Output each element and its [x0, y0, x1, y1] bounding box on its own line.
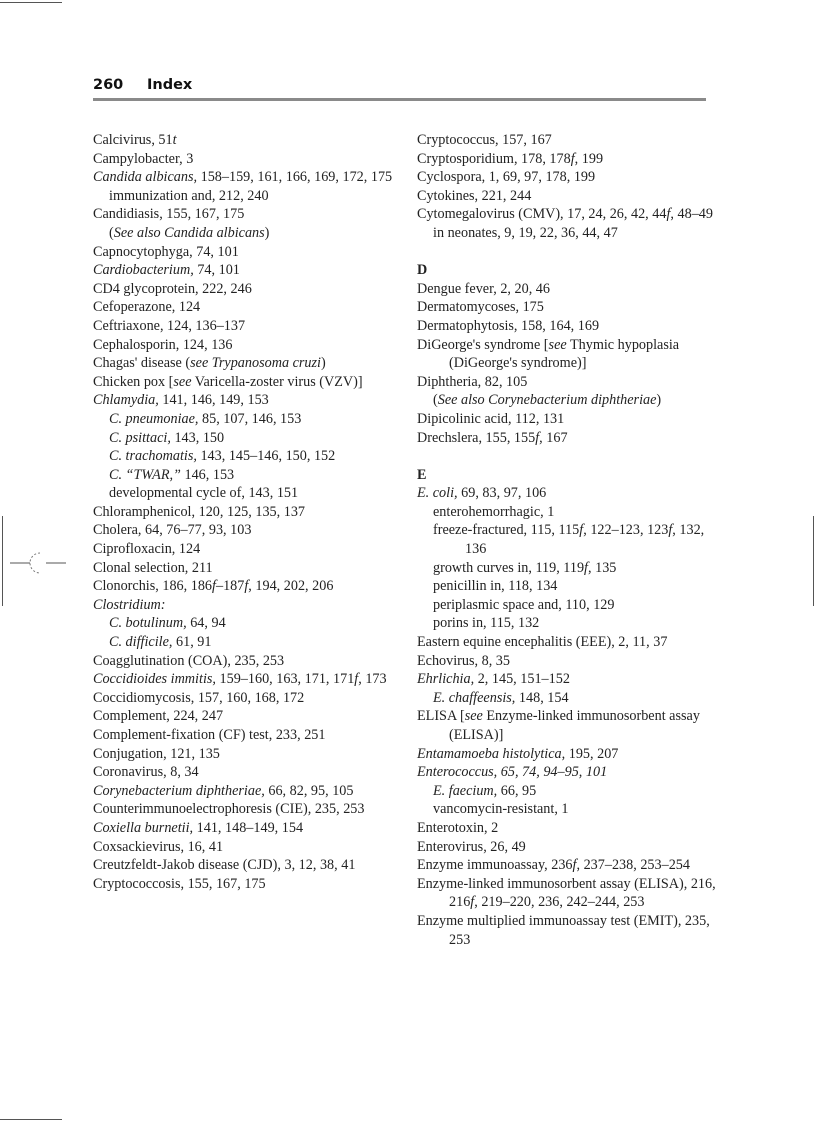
- entry-text: ): [320, 355, 326, 372]
- entry-text: , 167: [539, 429, 568, 446]
- entry-text: 141, 146, 149, 153: [158, 392, 269, 409]
- index-entry: [93, 261, 393, 280]
- entry-text: Drechslera, 155, 155: [417, 429, 536, 446]
- entry-text: Dengue fever, 2, 20, 46: [417, 280, 550, 297]
- entry-text: Clonal selection, 211: [93, 559, 213, 576]
- entry-text: C. pneumoniae,: [109, 410, 199, 427]
- entry-text: Cardiobacterium,: [93, 262, 194, 279]
- index-entry: [417, 205, 717, 224]
- entry-text: Dermatomycoses, 175: [417, 299, 544, 316]
- index-entry: [417, 280, 717, 299]
- index-subentry: [93, 224, 393, 243]
- entry-text: –187: [215, 578, 245, 595]
- crop-mark-bottom-left: [0, 1119, 62, 1120]
- index-entry: [93, 503, 393, 522]
- entry-text: f: [212, 578, 216, 595]
- entry-text: C. difficile,: [109, 634, 173, 651]
- index-subentry: [93, 429, 393, 448]
- entry-text: Enzyme-linked immunosorbent assay (ELISA)]: [449, 708, 700, 743]
- entry-text: see: [548, 336, 567, 353]
- entry-text: Enzyme multiplied immunoassay test (EMIT), 235, 253: [417, 912, 710, 948]
- entry-text: Enzyme-linked immunosorbent assay (ELISA), 216, 216: [417, 875, 716, 911]
- index-subentry: [417, 614, 717, 633]
- entry-text: periplasmic space and, 110, 129: [433, 596, 615, 613]
- index-entry: [417, 187, 717, 206]
- index-entry: [417, 745, 717, 764]
- entry-text: C. “TWAR,”: [109, 466, 181, 483]
- entry-text: 143, 150: [170, 429, 225, 446]
- entry-text: Coronavirus, 8, 34: [93, 764, 199, 781]
- entry-text: 158–159, 161, 166, 169, 172, 175: [197, 169, 393, 186]
- index-entry: [93, 596, 393, 615]
- entry-text: f: [354, 671, 359, 688]
- entry-text: Enterococcus, 65, 74, 94–95, 101: [417, 764, 608, 781]
- index-entry: [93, 800, 393, 819]
- entry-text: DiGeorge's syndrome [: [417, 336, 549, 353]
- entry-text: vancomycin-resistant, 1: [433, 801, 569, 818]
- index-subentry: [93, 187, 393, 206]
- index-entry: [93, 782, 393, 801]
- entry-text: Chlamydia,: [93, 392, 159, 409]
- entry-text: Complement-fixation (CF) test, 233, 251: [93, 727, 326, 743]
- index-entry: [93, 336, 393, 355]
- entry-text: Eastern equine encephalitis (EEE), 2, 11, 37: [417, 634, 668, 651]
- index-subentry: [417, 689, 717, 708]
- entry-text: Entamamoeba histolytica,: [417, 745, 566, 762]
- index-entry: [417, 484, 717, 503]
- entry-text: Coxsackievirus, 16, 41: [93, 838, 224, 855]
- entry-text: growth curves in, 119, 119: [433, 559, 585, 576]
- index-entry: [93, 131, 393, 150]
- entry-text: see: [173, 373, 192, 390]
- crop-mark-top-left: [0, 2, 62, 3]
- entry-text: Enterovirus, 26, 49: [417, 838, 526, 855]
- entry-text: , 122–123, 123: [583, 522, 669, 539]
- entry-text: , 48–49: [670, 206, 713, 223]
- entry-text: Cryptococcus, 157, 167: [417, 132, 552, 148]
- index-subentry: [417, 559, 717, 578]
- index-entry: [417, 819, 717, 838]
- entry-text: E: [417, 466, 427, 483]
- entry-text: D: [417, 262, 428, 279]
- index-entry: [417, 298, 717, 317]
- entry-text: Complement, 224, 247: [93, 708, 224, 725]
- entry-text: (: [433, 392, 438, 409]
- index-entry: [417, 429, 717, 448]
- entry-text: 2, 145, 151–152: [474, 671, 570, 688]
- entry-text: Coccidiomycosis, 157, 160, 168, 172: [93, 689, 305, 706]
- index-entry: [93, 689, 393, 708]
- entry-text: Dermatophytosis, 158, 164, 169: [417, 317, 600, 334]
- entry-text: Coccidioides immitis,: [93, 671, 216, 688]
- entry-text: , 237–238, 253–254: [576, 857, 690, 874]
- entry-text: 143, 145–146, 150, 152: [196, 448, 336, 465]
- entry-text: Chagas' disease (: [93, 355, 191, 372]
- index-entry: [93, 280, 393, 299]
- entry-text: 66, 82, 95, 105: [264, 782, 354, 799]
- entry-text: 159–160, 163, 171, 171: [215, 671, 355, 688]
- entry-text: ELISA [: [417, 708, 465, 725]
- entry-text: Cytomegalovirus (CMV), 17, 24, 26, 42, 44: [417, 206, 667, 223]
- entry-text: Echovirus, 8, 35: [417, 652, 510, 669]
- entry-text: f: [666, 206, 671, 223]
- entry-text: ): [264, 224, 270, 241]
- entry-text: Ehrlichia,: [417, 671, 475, 688]
- page-number: 260: [93, 77, 124, 93]
- entry-text: Enzyme immunoassay, 236: [417, 857, 573, 874]
- entry-text: enterohemorrhagic, 1: [433, 503, 555, 520]
- entry-text: Cephalosporin, 124, 136: [93, 336, 233, 353]
- entry-text: 146, 153: [180, 466, 235, 483]
- entry-text: Coxiella burnetii,: [93, 819, 194, 836]
- running-header: [93, 77, 706, 93]
- index-entry: [93, 763, 393, 782]
- entry-text: f: [570, 150, 575, 167]
- index-entry: [93, 168, 393, 187]
- index-entry: [93, 559, 393, 578]
- entry-text: 74, 101: [193, 262, 240, 279]
- entry-text: Ciprofloxacin, 124: [93, 541, 201, 558]
- entry-text: See also Corynebacterium diphtheriae: [437, 392, 657, 409]
- index-subentry: [417, 391, 717, 410]
- index-entry: [93, 819, 393, 838]
- entry-text: Cyclospora, 1, 69, 97, 178, 199: [417, 169, 596, 186]
- index-subentry: [417, 596, 717, 615]
- entry-text: Candidiasis, 155, 167, 175: [93, 206, 245, 223]
- entry-text: freeze-fractured, 115, 115: [433, 522, 580, 539]
- entry-text: Dipicolinic acid, 112, 131: [417, 410, 565, 427]
- header-rule: [93, 98, 706, 101]
- index-subentry: [93, 466, 393, 485]
- index-entry: [93, 540, 393, 559]
- index-entry: [417, 373, 717, 392]
- entry-text: 85, 107, 146, 153: [198, 410, 302, 427]
- index-subentry: [93, 410, 393, 429]
- entry-text: Thymic hypoplasia (DiGeorge's syndrome)]: [449, 336, 680, 372]
- entry-text: , 199: [574, 150, 604, 167]
- index-entry: [93, 243, 393, 262]
- entry-text: f: [244, 578, 249, 595]
- index-entry: [417, 856, 717, 875]
- index-subentry: [93, 447, 393, 466]
- index-subentry: [417, 800, 717, 819]
- entry-text: Cryptosporidium, 178, 178: [417, 150, 571, 167]
- entry-text: C. psittaci,: [109, 429, 171, 446]
- entry-text: ): [656, 392, 662, 409]
- index-subentry: [93, 633, 393, 652]
- index-entry: [93, 707, 393, 726]
- index-entry: [93, 317, 393, 336]
- entry-text: in neonates, 9, 19, 22, 36, 44, 47: [433, 224, 618, 241]
- index-entry: [93, 373, 393, 392]
- entry-text: f: [572, 857, 577, 874]
- index-entry: [417, 670, 717, 689]
- entry-text: , 219–220, 236, 242–244, 253: [474, 894, 645, 911]
- section-title: Index: [147, 77, 193, 93]
- index-entry: [93, 875, 393, 894]
- index-entry: [417, 633, 717, 652]
- index-entry: [417, 410, 717, 429]
- index-subentry: [417, 224, 717, 243]
- index-entry: [417, 875, 717, 912]
- index-entry: [417, 150, 717, 169]
- entry-text: Chloramphenicol, 120, 125, 135, 137: [93, 503, 306, 520]
- index-entry: [417, 168, 717, 187]
- entry-text: Counterimmunoelectrophoresis (CIE), 235, 253: [93, 801, 365, 818]
- registration-mark-icon: [10, 546, 66, 580]
- entry-text: Coagglutination (COA), 235, 253: [93, 652, 285, 669]
- entry-text: See also Candida albicans: [113, 224, 265, 241]
- index-entry: [93, 652, 393, 671]
- index-entry: [93, 150, 393, 169]
- index-entry: [93, 298, 393, 317]
- index-entry: [417, 707, 717, 744]
- index-entry: [417, 317, 717, 336]
- entry-text: f: [584, 559, 588, 576]
- index-entry: [417, 838, 717, 857]
- entry-text: Diphtheria, 82, 105: [417, 373, 528, 390]
- entry-text: Calcivirus, 51: [93, 132, 173, 148]
- entry-text: see Trypanosoma cruzi: [190, 355, 321, 372]
- entry-text: Conjugation, 121, 135: [93, 745, 220, 762]
- index-entry: [417, 763, 717, 782]
- entry-text: Candida albicans,: [93, 169, 198, 186]
- entry-text: Cholera, 64, 76–77, 93, 103: [93, 522, 252, 539]
- index-entry: [93, 205, 393, 224]
- entry-text: , 132, 136: [465, 522, 705, 558]
- entry-text: 148, 154: [515, 689, 569, 706]
- index-subentry: [417, 503, 717, 522]
- entry-text: Corynebacterium diphtheriae,: [93, 782, 265, 799]
- index-entry: [417, 336, 717, 373]
- index-entry: [417, 131, 717, 150]
- index-subentry: [93, 614, 393, 633]
- index-entry: [93, 726, 393, 745]
- index-subentry: [417, 782, 717, 801]
- crop-mark-left-middle: [2, 516, 3, 606]
- entry-text: developmental cycle of, 143, 151: [109, 485, 299, 502]
- index-subentry: [417, 577, 717, 596]
- entry-text: E. faecium,: [433, 782, 498, 799]
- entry-text: Campylobacter, 3: [93, 150, 194, 167]
- entry-text: Clostridium:: [93, 596, 166, 613]
- entry-text: f: [668, 522, 673, 539]
- index-column-left: [93, 131, 393, 893]
- index-entry: [93, 577, 393, 596]
- entry-text: Capnocytophyga, 74, 101: [93, 243, 239, 260]
- entry-text: Clonorchis, 186, 186: [93, 578, 213, 595]
- entry-text: CD4 glycoprotein, 222, 246: [93, 280, 252, 297]
- entry-text: immunization and, 212, 240: [109, 187, 269, 204]
- index-entry: [93, 670, 393, 689]
- entry-text: f: [470, 894, 475, 911]
- entry-text: E. coli,: [417, 485, 458, 502]
- entry-text: Ceftriaxone, 124, 136–137: [93, 317, 246, 334]
- entry-text: 141, 148–149, 154: [193, 819, 304, 836]
- entry-text: 61, 91: [172, 634, 212, 651]
- entry-text: see: [464, 708, 483, 725]
- index-entry: [93, 745, 393, 764]
- index-entry: [93, 354, 393, 373]
- index-letter-heading: [417, 466, 717, 485]
- index-column-right: [417, 131, 717, 949]
- entry-text: , 194, 202, 206: [248, 578, 334, 595]
- entry-text: penicillin in, 118, 134: [433, 578, 558, 595]
- index-entry: [93, 521, 393, 540]
- entry-text: E. chaffeensis,: [433, 689, 516, 706]
- entry-text: Varicella-zoster virus (VZV)]: [191, 373, 363, 390]
- index-entry: [93, 391, 393, 410]
- entry-text: 195, 207: [565, 745, 619, 762]
- entry-text: t: [172, 132, 177, 148]
- entry-text: 64, 94: [186, 615, 226, 632]
- entry-text: Creutzfeldt-Jakob disease (CJD), 3, 12, 38, 41: [93, 857, 356, 874]
- entry-text: Cefoperazone, 124: [93, 299, 201, 316]
- entry-text: Cytokines, 221, 244: [417, 187, 532, 204]
- entry-text: , 135: [588, 559, 617, 576]
- index-entry: [93, 838, 393, 857]
- entry-text: 66, 95: [497, 782, 537, 799]
- entry-text: porins in, 115, 132: [433, 615, 540, 632]
- entry-text: Enterotoxin, 2: [417, 819, 499, 836]
- index-entry: [417, 652, 717, 671]
- entry-text: C. trachomatis,: [109, 448, 197, 465]
- index-entry: [417, 912, 717, 949]
- entry-text: C. botulinum,: [109, 615, 187, 632]
- entry-text: Chicken pox [: [93, 373, 174, 390]
- index-subentry: [93, 484, 393, 503]
- entry-text: (: [109, 224, 114, 241]
- entry-text: f: [535, 429, 540, 446]
- entry-text: 69, 83, 97, 106: [457, 485, 547, 502]
- crop-mark-right-middle: [813, 516, 814, 606]
- entry-text: , 173: [358, 671, 387, 688]
- entry-text: f: [579, 522, 584, 539]
- index-entry: [93, 856, 393, 875]
- entry-text: Cryptococcosis, 155, 167, 175: [93, 875, 266, 892]
- index-letter-heading: [417, 261, 717, 280]
- index-subentry: [417, 521, 717, 558]
